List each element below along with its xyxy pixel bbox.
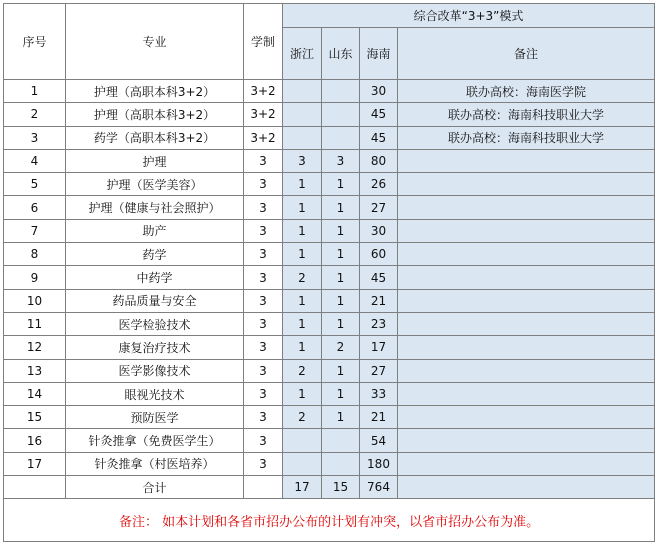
hainan-cell: 27: [360, 196, 398, 219]
header-duration: 学制: [244, 4, 283, 80]
zhejiang-cell: 2: [283, 359, 322, 382]
zhejiang-cell: 1: [283, 382, 322, 405]
zhejiang-cell: 1: [283, 173, 322, 196]
zhejiang-cell: [283, 126, 322, 149]
seq-cell: 9: [4, 266, 66, 289]
shandong-cell: 2: [322, 336, 360, 359]
hainan-cell: 30: [360, 80, 398, 103]
seq-cell: 2: [4, 103, 66, 126]
major-cell: 护理（健康与社会照护）: [66, 196, 244, 219]
zhejiang-cell: [283, 80, 322, 103]
duration-cell: 3: [244, 173, 283, 196]
shandong-cell: [322, 103, 360, 126]
total-row: [4, 476, 655, 499]
total-hainan: 764: [360, 476, 398, 499]
table-row: [4, 289, 655, 312]
zhejiang-cell: 1: [283, 196, 322, 219]
shandong-cell: 1: [322, 289, 360, 312]
total-seq-cell: [4, 476, 66, 499]
shandong-cell: [322, 126, 360, 149]
duration-cell: 3: [244, 312, 283, 335]
shandong-cell: 1: [322, 406, 360, 429]
remark-cell: [398, 266, 655, 289]
duration-cell: 3: [244, 196, 283, 219]
zhejiang-cell: [283, 103, 322, 126]
major-cell: 中药学: [66, 266, 244, 289]
header-reform-title: 综合改革“3+3”模式: [283, 4, 655, 28]
remark-cell: [398, 336, 655, 359]
header-shandong: 山东: [322, 28, 360, 80]
enrollment-plan-table: [3, 3, 655, 542]
duration-cell: 3: [244, 359, 283, 382]
major-cell: 康复治疗技术: [66, 336, 244, 359]
hainan-cell: 17: [360, 336, 398, 359]
total-shandong: 15: [322, 476, 360, 499]
duration-cell: 3: [244, 219, 283, 242]
duration-cell: 3: [244, 336, 283, 359]
remark-cell: 联办高校：海南科技职业大学: [398, 103, 655, 126]
zhejiang-cell: 1: [283, 243, 322, 266]
shandong-cell: 1: [322, 243, 360, 266]
hainan-cell: 23: [360, 312, 398, 335]
hainan-cell: 54: [360, 429, 398, 452]
seq-cell: 15: [4, 406, 66, 429]
total-duration-cell: [244, 476, 283, 499]
table-row: [4, 429, 655, 452]
total-label: 合计: [66, 476, 244, 499]
duration-cell: 3+2: [244, 103, 283, 126]
seq-cell: 14: [4, 382, 66, 405]
total-zhejiang: 17: [283, 476, 322, 499]
seq-cell: 4: [4, 149, 66, 172]
table-row: [4, 219, 655, 242]
major-cell: 医学影像技术: [66, 359, 244, 382]
shandong-cell: [322, 429, 360, 452]
hainan-cell: 21: [360, 406, 398, 429]
seq-cell: 7: [4, 219, 66, 242]
remark-cell: [398, 219, 655, 242]
shandong-cell: 1: [322, 382, 360, 405]
hainan-cell: 45: [360, 103, 398, 126]
shandong-cell: 3: [322, 149, 360, 172]
major-cell: 医学检验技术: [66, 312, 244, 335]
hainan-cell: 21: [360, 289, 398, 312]
duration-cell: 3: [244, 406, 283, 429]
seq-cell: 1: [4, 80, 66, 103]
shandong-cell: 1: [322, 173, 360, 196]
major-cell: 预防医学: [66, 406, 244, 429]
footnote: 备注： 如本计划和各省市招办公布的计划有冲突，以省市招办公布为准。: [4, 499, 655, 542]
remark-cell: [398, 382, 655, 405]
hainan-cell: 30: [360, 219, 398, 242]
seq-cell: 10: [4, 289, 66, 312]
duration-cell: 3: [244, 243, 283, 266]
zhejiang-cell: 2: [283, 266, 322, 289]
header-seq: 序号: [4, 4, 66, 80]
seq-cell: 8: [4, 243, 66, 266]
remark-cell: [398, 173, 655, 196]
table-row: [4, 243, 655, 266]
major-cell: 药品质量与安全: [66, 289, 244, 312]
duration-cell: 3: [244, 429, 283, 452]
hainan-cell: 180: [360, 452, 398, 475]
seq-cell: 12: [4, 336, 66, 359]
shandong-cell: 1: [322, 359, 360, 382]
zhejiang-cell: 2: [283, 406, 322, 429]
seq-cell: 3: [4, 126, 66, 149]
table-row: [4, 126, 655, 149]
major-cell: 护理（高职本科3+2）: [66, 80, 244, 103]
remark-cell: [398, 149, 655, 172]
table-row: [4, 173, 655, 196]
remark-cell: 联办高校：海南医学院: [398, 80, 655, 103]
seq-cell: 16: [4, 429, 66, 452]
header-remark: 备注: [398, 28, 655, 80]
hainan-cell: 80: [360, 149, 398, 172]
hainan-cell: 27: [360, 359, 398, 382]
zhejiang-cell: 1: [283, 219, 322, 242]
table-row: [4, 149, 655, 172]
major-cell: 助产: [66, 219, 244, 242]
remark-cell: [398, 312, 655, 335]
zhejiang-cell: 1: [283, 312, 322, 335]
hainan-cell: 26: [360, 173, 398, 196]
shandong-cell: 1: [322, 196, 360, 219]
header-major: 专业: [66, 4, 244, 80]
table-row: [4, 359, 655, 382]
remark-cell: [398, 452, 655, 475]
major-cell: 护理（高职本科3+2）: [66, 103, 244, 126]
remark-cell: [398, 429, 655, 452]
table-row: [4, 80, 655, 103]
table-row: [4, 103, 655, 126]
zhejiang-cell: [283, 452, 322, 475]
hainan-cell: 33: [360, 382, 398, 405]
major-cell: 针灸推拿（村医培养）: [66, 452, 244, 475]
shandong-cell: [322, 452, 360, 475]
table-row: [4, 196, 655, 219]
table-row: [4, 266, 655, 289]
hainan-cell: 45: [360, 126, 398, 149]
duration-cell: 3: [244, 289, 283, 312]
hainan-cell: 45: [360, 266, 398, 289]
header-hainan: 海南: [360, 28, 398, 80]
hainan-cell: 60: [360, 243, 398, 266]
major-cell: 护理（医学美容）: [66, 173, 244, 196]
table-body: [4, 80, 655, 476]
duration-cell: 3: [244, 452, 283, 475]
shandong-cell: [322, 80, 360, 103]
remark-cell: [398, 289, 655, 312]
duration-cell: 3: [244, 149, 283, 172]
shandong-cell: 1: [322, 312, 360, 335]
duration-cell: 3+2: [244, 126, 283, 149]
shandong-cell: 1: [322, 266, 360, 289]
major-cell: 针灸推拿（免费医学生）: [66, 429, 244, 452]
table-row: [4, 336, 655, 359]
zhejiang-cell: 1: [283, 289, 322, 312]
seq-cell: 5: [4, 173, 66, 196]
seq-cell: 11: [4, 312, 66, 335]
duration-cell: 3: [244, 382, 283, 405]
enrollment-plan-container: [3, 3, 655, 542]
zhejiang-cell: [283, 429, 322, 452]
seq-cell: 13: [4, 359, 66, 382]
zhejiang-cell: 3: [283, 149, 322, 172]
table-row: [4, 452, 655, 475]
seq-cell: 17: [4, 452, 66, 475]
duration-cell: 3+2: [244, 80, 283, 103]
major-cell: 药学: [66, 243, 244, 266]
table-row: [4, 312, 655, 335]
major-cell: 护理: [66, 149, 244, 172]
shandong-cell: 1: [322, 219, 360, 242]
table-row: [4, 382, 655, 405]
table-row: [4, 406, 655, 429]
seq-cell: 6: [4, 196, 66, 219]
duration-cell: 3: [244, 266, 283, 289]
header-zhejiang: 浙江: [283, 28, 322, 80]
total-remark-cell: [398, 476, 655, 499]
remark-cell: [398, 196, 655, 219]
remark-cell: 联办高校：海南科技职业大学: [398, 126, 655, 149]
major-cell: 药学（高职本科3+2）: [66, 126, 244, 149]
major-cell: 眼视光技术: [66, 382, 244, 405]
remark-cell: [398, 406, 655, 429]
remark-cell: [398, 359, 655, 382]
zhejiang-cell: 1: [283, 336, 322, 359]
remark-cell: [398, 243, 655, 266]
